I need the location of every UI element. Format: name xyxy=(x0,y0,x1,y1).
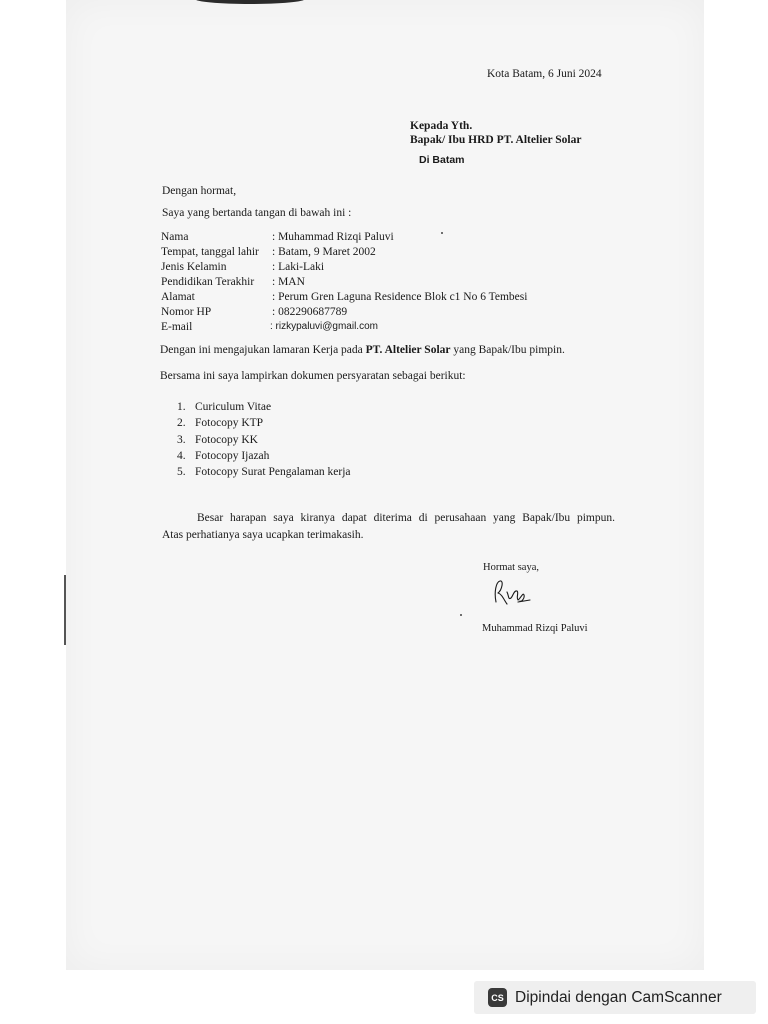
list-item xyxy=(177,400,271,414)
info-label: Jenis Kelamin xyxy=(161,261,227,273)
info-value: : Perum Gren Laguna Residence Blok c1 No 6 Tembesi xyxy=(272,291,528,303)
info-value: : Laki-Laki xyxy=(272,261,325,273)
camscanner-watermark xyxy=(474,981,756,1014)
recipient-line-1: Kepada Yth. xyxy=(410,120,473,132)
list-item xyxy=(177,465,351,479)
info-label: Pendidikan Terakhir xyxy=(161,276,255,288)
application-company: PT. Altelier Solar xyxy=(365,344,451,356)
recipient-line-2: Bapak/ Ibu HRD PT. Altelier Solar xyxy=(410,134,582,146)
scan-speck xyxy=(460,614,462,616)
sign-off: Hormat saya, xyxy=(483,562,539,573)
application-prefix: Dengan ini mengajukan lamaran Kerja pada xyxy=(160,344,366,356)
application-suffix: yang Bapak/Ibu pimpin. xyxy=(450,344,565,356)
info-value: : Muhammad Rizqi Paluvi xyxy=(272,231,394,243)
list-item xyxy=(177,449,269,463)
info-label: Alamat xyxy=(161,291,195,303)
info-value: : MAN xyxy=(272,276,305,288)
list-text: Fotocopy KTP xyxy=(195,417,264,429)
recipient-line-3: Di Batam xyxy=(419,154,465,166)
camscanner-label: Dipindai dengan CamScanner xyxy=(515,988,722,1006)
list-number: 3. xyxy=(177,434,186,446)
info-value: : Batam, 9 Maret 2002 xyxy=(272,246,376,258)
application-text xyxy=(160,343,565,357)
list-number: 2. xyxy=(177,417,186,429)
info-label: Tempat, tanggal lahir xyxy=(161,246,259,258)
closing-line-2: Atas perhatianya saya ucapkan terimakasih. xyxy=(162,529,364,541)
list-item xyxy=(177,433,258,447)
list-text: Fotocopy Surat Pengalaman kerja xyxy=(195,466,351,478)
list-text: Curiculum Vitae xyxy=(195,401,272,413)
greeting: Dengan hormat, xyxy=(162,185,237,197)
place-date: Kota Batam, 6 Juni 2024 xyxy=(487,68,602,80)
info-value: : rizkypaluvi@gmail.com xyxy=(270,321,378,332)
list-number: 4. xyxy=(177,450,186,462)
scan-speck xyxy=(441,232,443,234)
info-label: Nomor HP xyxy=(161,306,212,318)
signature-icon xyxy=(490,578,534,608)
list-number: 1. xyxy=(177,401,186,413)
closing-line-1: Besar harapan saya kiranya dapat diterima di perusahaan yang Bapak/Ibu pimpun. xyxy=(197,512,615,524)
list-text: Fotocopy KK xyxy=(195,434,258,446)
signer-name: Muhammad Rizqi Paluvi xyxy=(482,623,588,634)
info-label: Nama xyxy=(161,231,189,243)
scan-margin-line xyxy=(64,575,66,645)
scanned-letter-page xyxy=(66,0,704,970)
list-number: 5. xyxy=(177,466,186,478)
info-label: E-mail xyxy=(161,321,193,333)
list-item xyxy=(177,416,263,430)
info-value: : 082290687789 xyxy=(272,306,348,318)
intro-text: Saya yang bertanda tangan di bawah ini : xyxy=(162,207,352,219)
attachments-intro: Bersama ini saya lampirkan dokumen persyaratan sebagai berikut: xyxy=(160,370,466,382)
camscanner-logo-icon: CS xyxy=(488,988,507,1007)
list-text: Fotocopy Ijazah xyxy=(195,450,270,462)
